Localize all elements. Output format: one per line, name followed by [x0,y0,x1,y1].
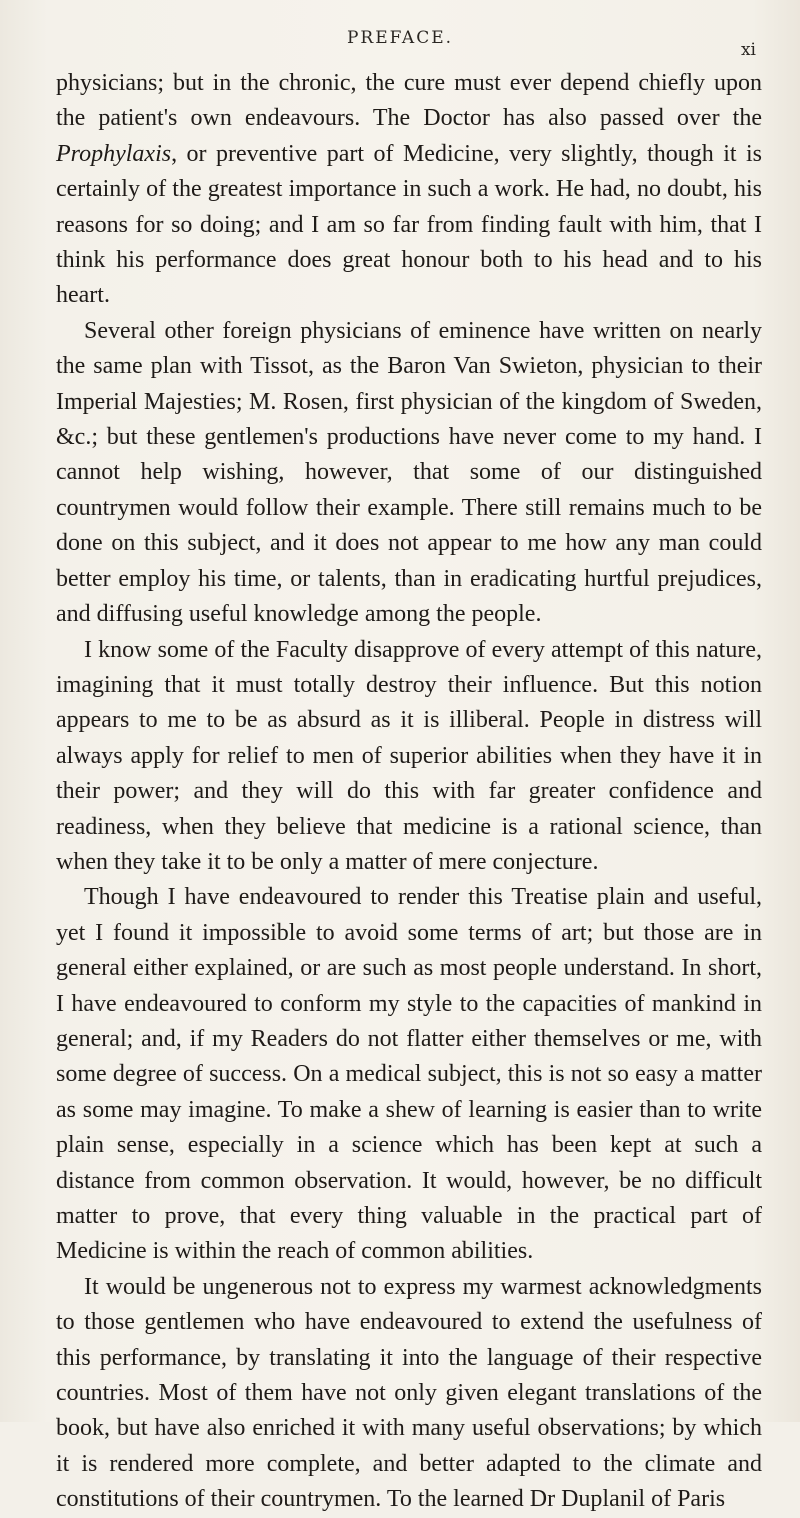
paragraph-5: It would be ungenerous not to express my warmest acknowledgments to those gentlemen who have endeavoured to extend the usefulness of this performance, by translating it into the language of their respective countries. Most of them have not only given elegant translations of the book, but have also enriched it with many useful observations; by which it is rendered more complete, and better adapted to the climate and constitutions of their countrymen. To the learned Dr Duplanil of Paris [56,1273,762,1513]
paragraph-1-lead: physicians; but in the chronic, the cure must ever depend chiefly upon the patient's own endeavours. The Doctor has also passed over the [56,70,762,132]
body-text [56,66,762,1513]
paragraph-1 [56,66,762,314]
running-title: PREFACE. [346,28,454,48]
paragraph-1-tail: , or preventive part of Medicine, very slightly, though it is certainly of the greatest importance in such a work. He had, no doubt, his reasons for so doing; and I am so far from finding fault with him, that I think his performance does great honour both to his head and to his heart. [56,140,762,309]
paragraph-3: I know some of the Faculty disapprove of every attempt of this nature, imagining that it must totally destroy their influence. But this notion appears to me to be as absurd as it is illiberal. People in distress will always apply for relief to men of superior abilities when they have it in their power; and they will do this with far greater confidence and readiness, when they believe that medicine is a rational science, than when they take it to be only a matter of mere conjecture. [56,636,762,875]
paragraph-1-emphasis: Prophylaxis [56,140,172,167]
page-number: xi [740,40,756,60]
paragraph-2: Several other foreign physicians of eminence have written on nearly the same plan with Tissot, as the Baron Van Swieton, physician to their Imperial Majesties; M. Rosen, first physician of the kingdom of Sweden, &c.; but these gentlemen's productions have never come to my hand. I cannot help wishing, however, that some of our distinguished countrymen would follow their example. There still remains much to be done on this subject, and it does not appear to me how any man could better employ his time, or talents, than in eradicating hurtful prejudices, and diffusing useful knowledge among the people. [56,317,762,628]
running-header [0,22,800,62]
paragraph-4: Though I have endeavoured to render this Treatise plain and useful, yet I found it impossible to avoid some terms of art; but those are in general either explained, or are such as most people understand. In short, I have endeavoured to conform my style to the capacities of mankind in general; and, if my Readers do not flatter either themselves or me, with some degree of success. On a medical subject, this is not so easy a matter as some may imagine. To make a shew of learning is easier than to write plain sense, especially in a science which has been kept at such a distance from common observation. It would, however, be no difficult matter to prove, that every thing valuable in the practical part of Medicine is within the reach of common abilities. [56,884,762,1265]
